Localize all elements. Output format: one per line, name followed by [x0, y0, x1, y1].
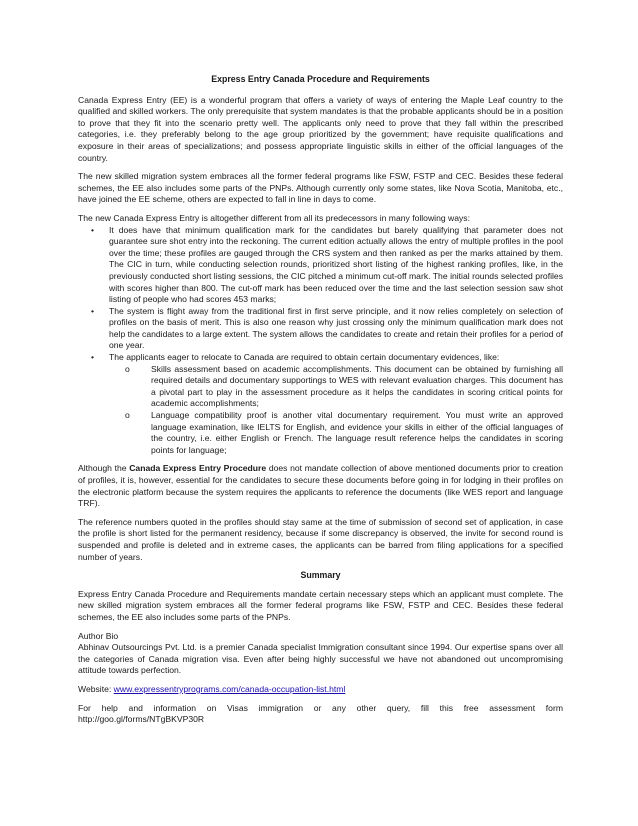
bullet-marker: •: [91, 305, 95, 316]
list-item: [78, 225, 563, 306]
although-text-end: does not mandate collection of above mentioned documents prior to creation of profiles, it is, however, essential for the candidates to secure these documents before going in for lodging in their profiles on the electronic platform because the system requires the applicants to reference the documents (like WES report and language TRF).: [78, 463, 563, 509]
list-item: [78, 306, 563, 352]
list-item: [78, 352, 563, 456]
website-label: Website:: [78, 683, 114, 694]
sublist-item-text: Language compatibility proof is another vital documentary requirement. You must write an approved language examination, like IELTS for English, and evidence your skills in either of the official languages of the country, i.e. either English or French. The language result reference helps the candidates in scoring points for language;: [151, 410, 563, 455]
summary-paragraph: Express Entry Canada Procedure and Requirements mandate certain necessary steps which an applicant must complete. The new skilled migration system embraces all the former federal programs like FSW, FSTP and CEC. Besides these federal schemes, the EE also includes some parts of the PNPs.: [78, 588, 563, 622]
list-item-text: It does have that minimum qualification mark for the candidates but barely qualifying that parameter does not guarantee sure shot entry into the reckoning. The current edition actually allows the entry of multiple profiles in the pool over the time; these profiles are gauged through the CRS system and then ranked as per the marks attained by them. The CIC in turn, while conducting selection rounds, prioritized short listing of the highest ranking profiles, like, in the previously conducted short listing sessions, the CIC pitched a minimum cut-off mark. The initial rounds selected profiles with scores higher than 800. The cut-off mark has been reduced over the time and the last selection session saw shot listing of people who had scores 453 marks;: [109, 224, 563, 305]
help-paragraph: For help and information on Visas immigration or any other query, fill this free assessment form http://goo.gl/forms/NTgBKVP30R: [78, 702, 563, 725]
procedure-bold-phrase: Canada Express Entry Procedure: [129, 463, 267, 474]
list-item-text: The applicants eager to relocate to Canada are required to obtain certain documentary evidences, like:: [109, 352, 500, 363]
reference-paragraph: The reference numbers quoted in the profiles should stay same at the time of submission of second set of application, in case the profile is short listed for the permanent residency, because if some discrepancy is observed, the invite for second round is suspended and profile is deleted and in extreme cases, the applicants can be barred from filing applications for a specified number of years.: [78, 516, 563, 562]
summary-heading: Summary: [300, 570, 341, 581]
bullet-marker: •: [91, 224, 95, 235]
differences-list: [78, 225, 563, 457]
intro-paragraph-1: Canada Express Entry (EE) is a wonderful program that offers a variety of ways of entering the Maple Leaf country to the qualified and skilled workers. The only prerequisite that system mandates is that the probable applicants should be in a position to prove that they fit into the scenario pretty well. The applicants only need to prove that they fall within the prescribed categories, i.e. they preferably belong to the age group prioritized by the government; have requisite qualifications and exposure in their areas of specializations; and possess appropriate linguistic skills in either of the official languages of the country.: [78, 94, 563, 163]
sub-bullet-marker: o: [125, 363, 130, 374]
although-paragraph: [78, 463, 563, 509]
list-item-text: The system is flight away from the traditional first in first serve principle, and it now relies completely on selection of profiles on the basis of merit. This is also one reason why just crossing only the minimum qualification mark does not help the candidates to a large extent. The system allows the candidates to create and retain their profiles for a period of one year.: [109, 305, 563, 351]
document-title: Express Entry Canada Procedure and Requirements: [211, 74, 430, 84]
sublist-item-text: Skills assessment based on academic accomplishments. This document can be obtained by furnishing all required details and documentary supportings to WES with relevant evaluation charges. This document has a pivotal part to play in the assessment procedure as it helps the candidates in scoring critical points for academic accomplishments;: [151, 363, 563, 409]
documents-sublist: [109, 364, 563, 457]
intro-paragraph-2: The new skilled migration system embraces all the former federal programs like FSW, FSTP and CEC. Besides these federal schemes, the EE also includes some parts of the PNPs. Although currently only some states, like Nova Scotia, Manitoba, etc., have joined the EE scheme, others are expected to fall in line in days to come.: [78, 171, 563, 205]
author-bio-heading: Author Bio: [78, 630, 119, 641]
website-line: [78, 684, 563, 696]
author-bio: [78, 631, 563, 677]
sublist-item: [109, 410, 563, 456]
website-link[interactable]: www.expressentryprograms.com/canada-occupation-list.html: [113, 683, 346, 694]
although-text-start: Although the: [78, 463, 130, 474]
sub-bullet-marker: o: [125, 410, 130, 421]
bullet-marker: •: [91, 352, 95, 363]
sublist-item: [109, 364, 563, 410]
author-bio-text: Abhinav Outsourcings Pvt. Ltd. is a premier Canada specialist Immigration consultant since 1994. Our expertise spans over all the categories of Canada migration visa. Even after being highly successful we have not abandoned out uncompromising attitude towards perfection.: [78, 642, 563, 676]
list-intro-paragraph: The new Canada Express Entry is altogether different from all its predecessors in many following ways:: [78, 212, 470, 223]
